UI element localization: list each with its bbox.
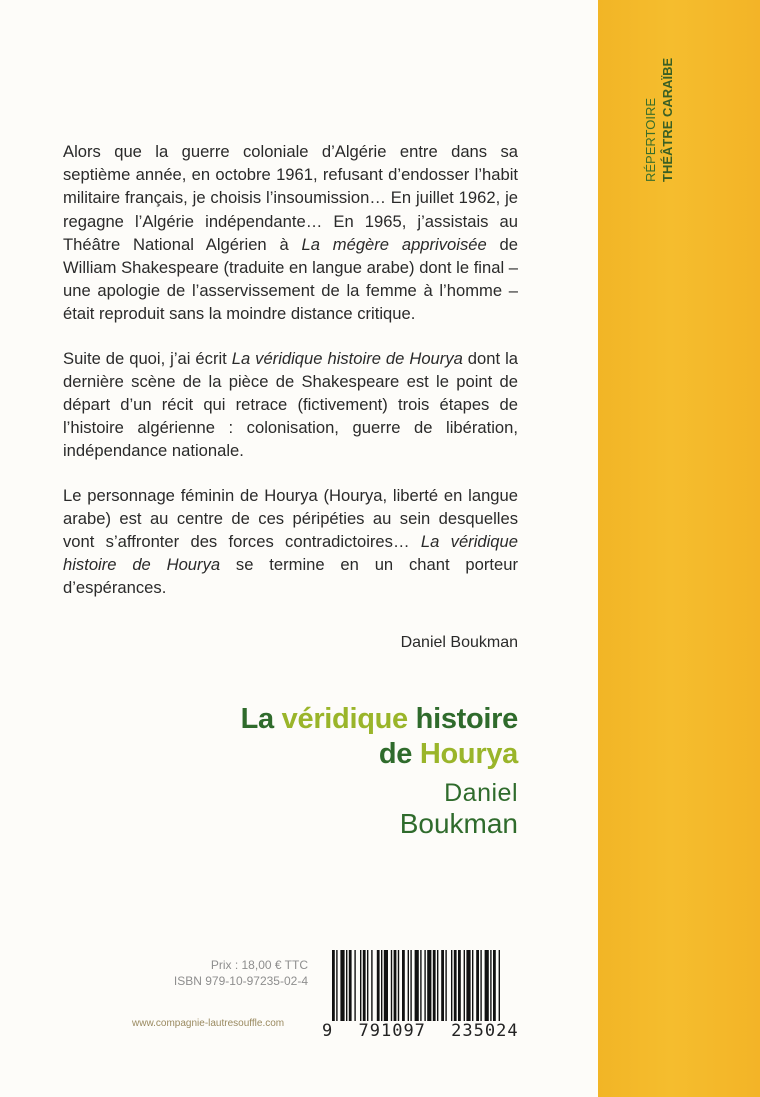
barcode-bar [384, 950, 388, 1022]
p2-italic-title: La véridique histoire de Hourya [231, 348, 463, 368]
barcode-bar [427, 950, 431, 1022]
p1-end: de William Shakespeare (traduite en langue arabe) dont le final – une apologie de l’asservissement de la femme à l’homme – était reproduit sans la moindre distance critique. [63, 234, 518, 324]
collection-label-line1: RÉPERTOIRE [643, 97, 658, 182]
title-word-histoire: histoire [415, 703, 518, 735]
blurb-paragraph-1 [63, 140, 518, 326]
signature: Daniel Boukman [400, 634, 518, 651]
barcode-bar [472, 950, 473, 1022]
barcode-bar [493, 950, 496, 1022]
p3-end: se termine en un chant porteur d’espérances. [63, 555, 518, 598]
barcode-bar [398, 950, 399, 1022]
title-line-1 [150, 702, 518, 737]
barcode-bar [381, 950, 382, 1022]
p1-text: Alors que la guerre coloniale d’Algérie entre dans sa septième année, en octobre 1961, refusant d’endosser l’habit militaire français, je choisis l’insoumission… En juillet 1962, je regagne l’Algérie indépendante… En 1965, j’assistais au Théâtre National Algérien à [63, 142, 518, 254]
barcode-bar [408, 950, 409, 1022]
title-line-2 [150, 737, 518, 772]
price-isbn-block [130, 957, 308, 989]
barcode-number [322, 1021, 519, 1041]
barcode-bar [485, 950, 489, 1022]
book-title-block [150, 702, 518, 840]
title-word-veridique: véridique [281, 703, 408, 735]
barcode-bar [445, 950, 446, 1022]
barcode-bar [441, 950, 444, 1022]
barcode-bar [480, 950, 481, 1022]
barcode-bar [433, 950, 436, 1022]
barcode-bar [391, 950, 392, 1022]
isbn: ISBN 979-10-97235-02-4 [173, 974, 308, 988]
barcode-bar [415, 950, 419, 1022]
publisher-website: www.compagnie-lautresouffle.com [132, 1018, 285, 1029]
barcode-bar [451, 950, 452, 1022]
barcode-bar [424, 950, 425, 1022]
yellow-side-band [598, 0, 760, 1097]
barcode-bar [377, 950, 380, 1022]
author-last-name: Boukman [399, 808, 518, 839]
blurb [63, 140, 518, 621]
price: Prix : 18,00 € TTC [210, 958, 308, 972]
p3-italic-title: La véridique histoire de Hourya [63, 532, 518, 575]
barcode-bar [394, 950, 397, 1022]
author-first-name: Daniel [444, 779, 518, 807]
barcode-digit-first: 9 [322, 1021, 334, 1041]
barcode-bar [410, 950, 411, 1022]
barcode-bar [363, 950, 366, 1022]
barcode-bar [360, 950, 361, 1022]
barcode-group-2: 235024 [451, 1021, 519, 1041]
p1-italic-title: La mégère apprivoisée [301, 234, 487, 254]
title-word-la: La [240, 703, 274, 735]
title-word-de: de [378, 738, 413, 770]
p2-start: Suite de quoi, j’ai écrit [63, 348, 232, 368]
blurb-paragraph-2 [63, 347, 518, 463]
collection-label-line2: THÉÂTRE CARAÏBE [660, 57, 675, 182]
barcode-bar [349, 950, 352, 1022]
barcode-bar [371, 950, 372, 1022]
barcode-bar [420, 950, 421, 1022]
p2-end: dont la dernière scène de la pièce de Shakespeare est le point de départ d’un récit qui retrace (fictivement) trois étapes de l’histoire algérienne : colonisation, guerre de libération, indépendance nationale. [63, 348, 518, 461]
barcode-bar [402, 950, 405, 1022]
barcode-bar [346, 950, 347, 1022]
barcode-group-1: 791097 [358, 1021, 426, 1041]
p3-start: Le personnage féminin de Hourya (Hourya, liberté en langue arabe) est au centre de ces péripéties au sein desquelles vont s’affronter des forces contradictoires… [63, 485, 518, 552]
title-word-hourya: Hourya [419, 738, 518, 770]
barcode-bar [466, 950, 470, 1022]
barcode-bar [354, 950, 355, 1022]
barcode-bar [340, 950, 344, 1022]
collection-label [642, 57, 682, 183]
barcode-bar [367, 950, 368, 1022]
barcode-bar [458, 950, 461, 1022]
barcode-bar [454, 950, 457, 1022]
barcode-bar [476, 950, 479, 1022]
barcode-bar [437, 950, 438, 1022]
barcode-bar [490, 950, 491, 1022]
blurb-paragraph-3 [63, 484, 518, 600]
